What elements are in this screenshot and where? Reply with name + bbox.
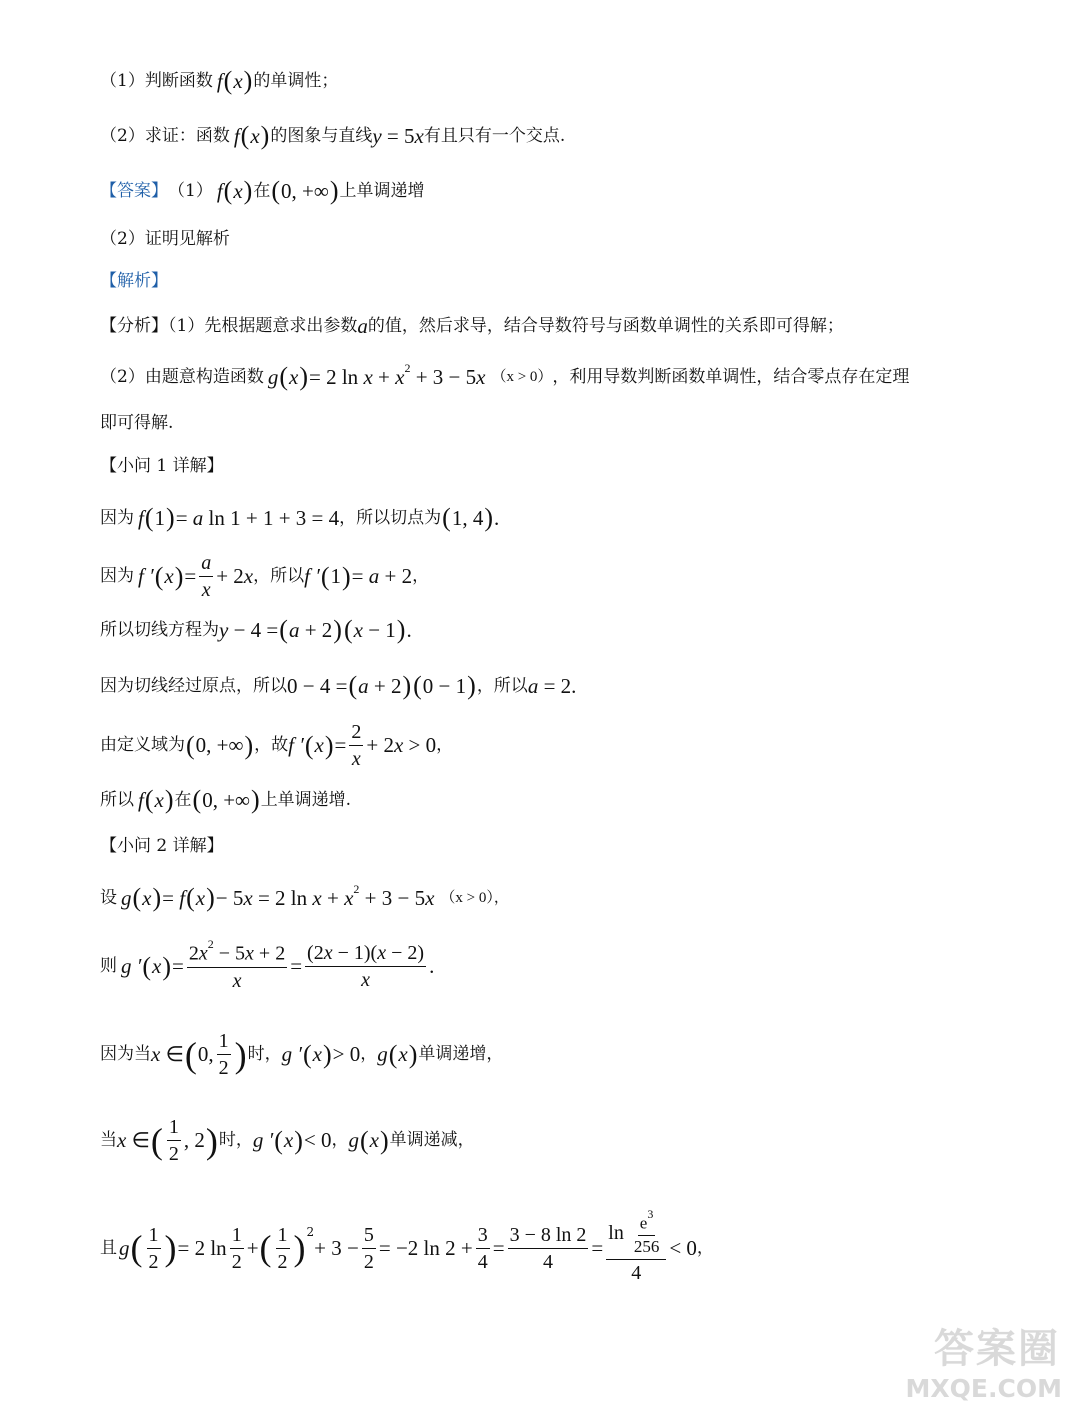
step-2-4: 当 x ∈ ( $\frac{1}{2}$ , 2 ) 时， g ′ ( x ) < 0 ， g ( x ) 单调递减， [100, 1116, 475, 1165]
step-1-5: 由定义域为 ( 0, +∞ ) ，故 f ′ ( x ) = $\frac{2}{x}$ + 2x > 0 ， [100, 721, 454, 770]
step-2-2-prefix: 则 [100, 956, 117, 977]
step-2-2: 则 g ′ ( x ) = $\frac{2x^2 - 5x + 2}{x}$ = $\frac{(2x - 1)(x - 2)}{x}$ . [100, 937, 435, 992]
sub-question-2-label: 【小问 2 详解】 [100, 836, 224, 856]
sub-question-1-heading [100, 458, 224, 475]
step-1-4-prefix: 因为切线经过原点，所以 [100, 675, 287, 696]
answer-2-text: （2）证明见解析 [100, 229, 230, 249]
step-1-6-tail: 上单调递增. [260, 789, 352, 810]
step-1-2-prefix: 因为 [100, 566, 134, 586]
fenxi-2-line2 [100, 415, 173, 432]
step-1-2: 因为 f ′ ( x ) = $\frac{a}{x}$ + 2x ，所以 f ′ ( 1 ) = a + 2 ， [100, 552, 430, 601]
fenxi-2-tail: ，利用导数判断函数单调性，结合零点存在定理 [552, 366, 910, 387]
step-1-1-prefix: 因为 [100, 507, 134, 528]
watermark-logo: 答案圈 [934, 1326, 1060, 1372]
step-2-5-prefix: 且 [100, 1237, 117, 1258]
question-2-tail: 有且只有一个交点. [423, 125, 566, 146]
answer-2 [100, 231, 230, 248]
question-2-mid: 的图象与直线 [270, 125, 373, 146]
step-2-3-tail: 单调递增， [418, 1044, 504, 1064]
watermark-site: MXQE.COM [905, 1374, 1062, 1403]
question-2: （2）求证：函数 f ( x ) 的图象与直线 y = 5x 有且只有一个交点. [100, 121, 566, 150]
answer-1: 【答案】 （1） f ( x ) 在 ( 0, +∞ ) 上单调递增 [100, 176, 425, 205]
step-1-4-mid: ，所以 [476, 675, 528, 696]
answer-1-tail: 上单调递增 [339, 180, 425, 201]
watermark [906, 1317, 1066, 1403]
step-2-3-mid: 时， [247, 1044, 282, 1064]
step-1-2-mid: ，所以 [253, 566, 305, 586]
sub-question-2-heading [100, 838, 224, 855]
step-2-4-tail: 单调递减， [389, 1130, 475, 1150]
step-2-1: 设 g ( x ) = f ( x ) − 5x = 2 $\ln x + x^2 + 3 - 5x$ （x > 0）， [100, 882, 509, 912]
question-1: （1）判断函数 f ( x ) 的单调性； [100, 66, 339, 95]
analysis-heading [100, 273, 168, 290]
step-1-5-mid: ，故 [254, 735, 289, 755]
step-1-3-prefix: 所以切线方程为 [100, 619, 219, 640]
step-1-4: 因为切线经过原点，所以 0 − 4 = ( a + 2 ) ( 0 − 1 ) ，所以 a = 2. [100, 671, 577, 700]
step-1-5-prefix: 由定义域为 [100, 735, 185, 755]
analysis-label: 【解析】 [100, 271, 168, 291]
question-2-text: （2）求证：函数 [100, 125, 230, 146]
sub-question-1-label: 【小问 1 详解】 [100, 456, 224, 476]
answer-1-prefix: （1） [168, 180, 213, 201]
step-2-3-prefix: 因为当 [100, 1044, 151, 1064]
step-1-6: 所以 f ( x ) 在 ( 0, +∞ ) 上单调递增. [100, 785, 352, 814]
step-1-1-mid: ，所以切点为 [339, 507, 442, 528]
fenxi-1: 【分析】（1）先根据题意求出参数 a 的值，然后求导，结合导数符号与函数单调性的关系即可得解； [100, 314, 844, 338]
fenxi-1-text: 【分析】（1）先根据题意求出参数 [100, 316, 358, 336]
step-1-1: 因为 f ( 1 ) = a ln 1 + 1 + 3 = 4 ，所以切点为 ( 1, 4 ) . [100, 503, 500, 532]
step-2-1-condition: （x > 0）， [440, 889, 509, 906]
fenxi-2-line2-text: 即可得解. [100, 413, 174, 433]
question-1-text: （1）判断函数 [100, 70, 213, 91]
step-2-1-prefix: 设 [100, 887, 117, 908]
fenxi-2-condition: （x > 0） [491, 368, 553, 385]
step-1-6-prefix: 所以 [100, 789, 134, 810]
step-2-3: 因为当 x ∈ ( 0, $\frac{1}{2}$ ) 时， g ′ ( x ) > 0 ， g ( x ) 单调递增， [100, 1030, 504, 1079]
answer-1-mid: 在 [253, 180, 271, 201]
fenxi-1-tail: 的值，然后求导，结合导数符号与函数单调性的关系即可得解； [367, 316, 844, 336]
fenxi-2-text: （2）由题意构造函数 [100, 366, 264, 387]
fenxi-2: （2）由题意构造函数 g ( x ) = 2 $\ln x + x^2 + 3 - 5x$ （x > 0） ，利用导数判断函数单调性，结合零点存在定理 [100, 361, 910, 391]
step-1-3: 所以切线方程为 y − 4 = ( a + 2 ) ( x − 1 ) . [100, 615, 412, 644]
step-2-4-mid: 时， [218, 1130, 253, 1150]
step-1-6-mid: 在 [174, 789, 192, 810]
step-2-4-prefix: 当 [100, 1130, 117, 1150]
question-1-tail: 的单调性； [253, 70, 339, 91]
step-2-5: 且 g ( $\frac{1}{2}$ ) = 2 ln $\frac{1}{2}$ + ( $\frac{1}{2}$ ) 2 + 3 − $\frac{5}{2}$ = −2 ln 2 + $\frac{3}{4}$ = $\frac{3 - 8 \ln 2}{4}$ = ln $\frac{e^3}{256}$ 4 < 0 ， [100, 1207, 714, 1285]
answer-label: 【答案】 [100, 180, 168, 201]
